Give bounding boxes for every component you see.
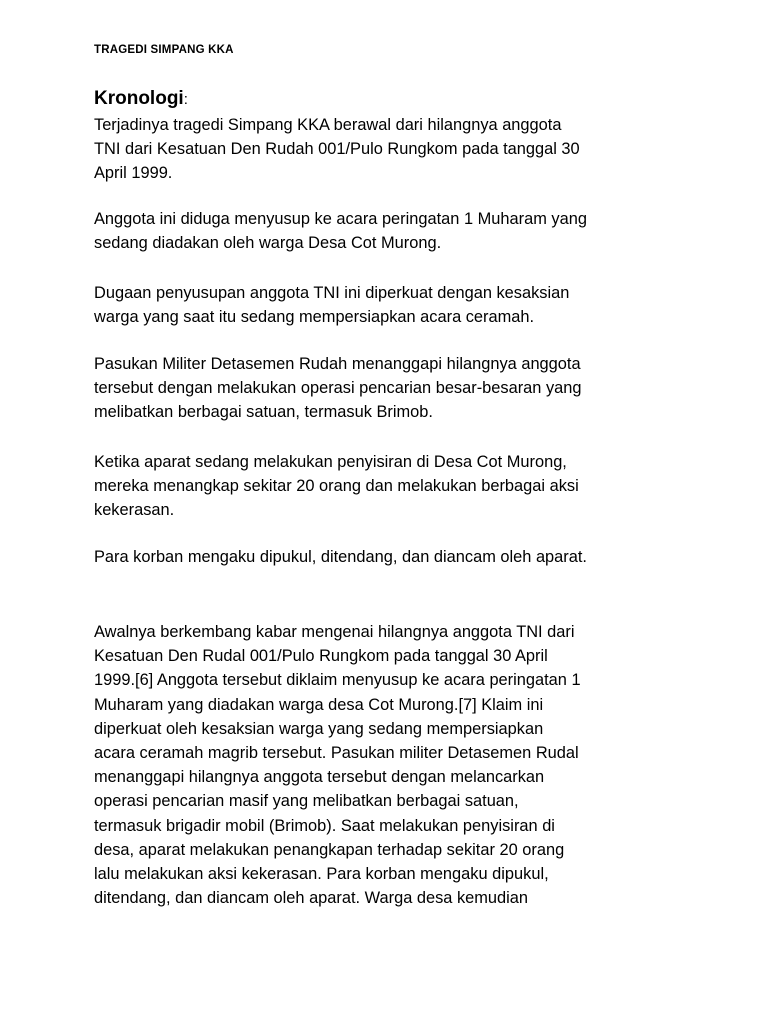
text-line: acara ceramah magrib tersebut. Pasukan militer Detasemen Rudal xyxy=(94,744,579,763)
text-line: termasuk brigadir mobil (Brimob). Saat melakukan penyisiran di xyxy=(94,816,555,835)
text-line: April 1999. xyxy=(94,164,173,183)
text-line: Pasukan Militer Detasemen Rudah menanggapi hilangnya anggota xyxy=(94,355,581,373)
paragraph-6 xyxy=(94,545,694,569)
document-header: TRAGEDI SIMPANG KKA xyxy=(94,44,234,56)
text-line: warga yang saat itu sedang mempersiapkan acara ceramah. xyxy=(94,308,535,327)
paragraph-2 xyxy=(94,207,694,255)
text-line: Terjadinya tragedi Simpang KKA berawal dari hilangnya anggota xyxy=(94,116,562,134)
text-line: desa, aparat melakukan penangkapan terhadap sekitar 20 orang xyxy=(94,840,565,859)
text-line: tersebut dengan melakukan operasi pencarian besar-besaran yang xyxy=(94,379,582,398)
text-line: mereka menangkap sekitar 20 orang dan melakukan berbagai aksi xyxy=(94,477,579,496)
paragraph-3 xyxy=(94,281,694,329)
section-heading-colon: : xyxy=(183,91,188,108)
text-line: ditendang, dan diancam oleh aparat. Warga desa kemudian xyxy=(94,889,529,908)
text-line: Anggota ini diduga menyusup ke acara peringatan 1 Muharam yang xyxy=(94,210,587,228)
text-line: Ketika aparat sedang melakukan penyisiran di Desa Cot Murong, xyxy=(94,453,567,471)
text-line: Awalnya berkembang kabar mengenai hilangnya anggota TNI dari xyxy=(94,623,575,641)
text-line: Kesatuan Den Rudal 001/Pulo Rungkom pada tanggal 30 April xyxy=(94,647,548,666)
text-line: menanggapi hilangnya anggota tersebut dengan melancarkan xyxy=(94,768,545,787)
paragraph-5 xyxy=(94,450,694,523)
paragraph-7 xyxy=(94,620,694,910)
section-heading xyxy=(94,87,188,112)
text-line: diperkuat oleh kesaksian warga yang sedang mempersiapkan xyxy=(94,719,544,738)
text-line: Para korban mengaku dipukul, ditendang, dan diancam oleh aparat. xyxy=(94,548,587,566)
text-line: TNI dari Kesatuan Den Rudah 001/Pulo Rungkom pada tanggal 30 xyxy=(94,140,580,159)
text-line: kekerasan. xyxy=(94,501,175,520)
text-line: 1999.[6] Anggota tersebut diklaim menyusup ke acara peringatan 1 xyxy=(94,671,581,690)
text-line: lalu melakukan aksi kekerasan. Para korban mengaku dipukul, xyxy=(94,865,549,884)
paragraph-4 xyxy=(94,352,694,425)
text-line: Muharam yang diadakan warga desa Cot Murong.[7] Klaim ini xyxy=(94,695,544,714)
text-line: melibatkan berbagai satuan, termasuk Brimob. xyxy=(94,403,433,422)
section-heading-text: Kronologi xyxy=(94,88,184,109)
text-line: Dugaan penyusupan anggota TNI ini diperkuat dengan kesaksian xyxy=(94,284,570,302)
text-line: sedang diadakan oleh warga Desa Cot Murong. xyxy=(94,234,442,253)
paragraph-1 xyxy=(94,113,694,186)
text-line: operasi pencarian masif yang melibatkan berbagai satuan, xyxy=(94,792,519,811)
